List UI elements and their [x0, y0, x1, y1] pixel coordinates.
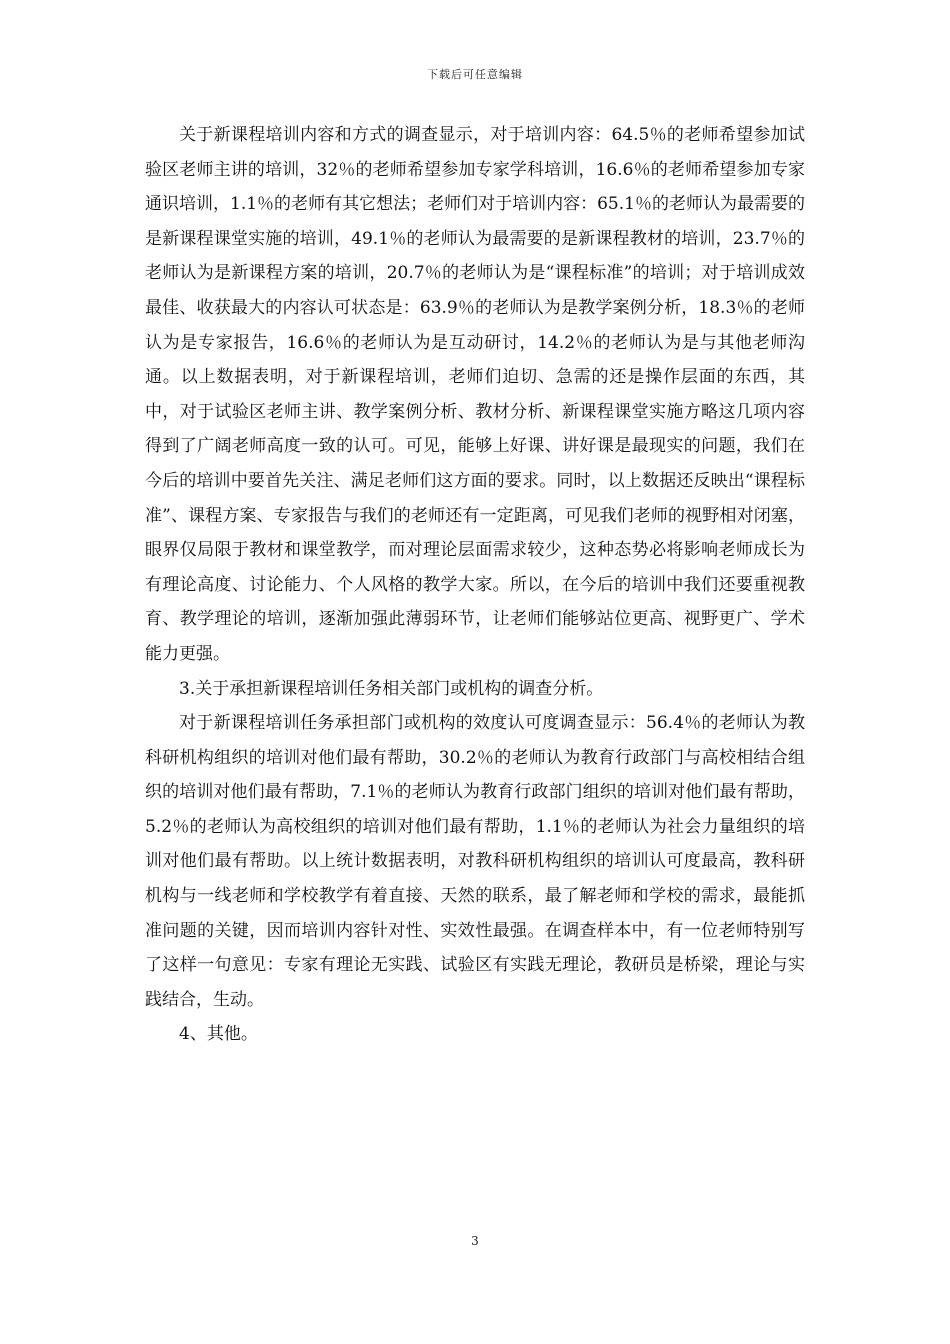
- paragraph-section-4-heading: 4、其他。: [179, 1024, 258, 1045]
- document-body: [145, 118, 805, 1052]
- paragraph-institution-survey: 对于新课程培训任务承担部门或机构的效度认可度调查显示：56.4％的老师认为教科研机构组织的培训对他们最有帮助，30.2％的老师认为教育行政部门与高校相结合组织的培训对他们最有帮助，7.1％的老师认为教育行政部门组织的培训对他们最有帮助，5.2％的老师认为高校组织的培训对他们最有帮助，1.1％的老师认为社会力量组织的培训对他们最有帮助。以上统计数据表明，对教科研机构组织的培训认可度最高，教科研机构与一线老师和学校教学有着直接、天然的联系，最了解老师和学校的需求，最能抓准问题的关键，因而培训内容针对性、实效性最强。在调查样本中，有一位老师特别写了这样一句意见：专家有理论无实践、试验区有实践无理论，教研员是桥梁，理论与实践结合，生动。: [145, 713, 805, 1010]
- page-header: 下载后可任意编辑: [427, 68, 523, 81]
- paragraph-section-3-heading: 3.关于承担新课程培训任务相关部门或机构的调查分析。: [179, 678, 604, 699]
- paragraph-training-content-survey: 关于新课程培训内容和方式的调查显示，对于培训内容：64.5％的老师希望参加试验区老师主讲的培训，32％的老师希望参加专家学科培训，16.6％的老师希望参加专家通识培训，1.1％的老师有其它想法；老师们对于培训内容：65.1％的老师认为最需要的是新课程课堂实施的培训，49.1％的老师认为最需要的是新课程教材的培训，23.7％的老师认为是新课程方案的培训，20.7％的老师认为是“课程标准”的培训；对于培训成效最佳、收获最大的内容认可状态是：63.9％的老师认为是教学案例分析，18.3％的老师认为是专家报告，16.6％的老师认为是互动研讨，14.2％的老师认为是与其他老师沟通。以上数据表明，对于新课程培训，老师们迫切、急需的还是操作层面的东西，其中，对于试验区老师主讲、教学案例分析、教材分析、新课程课堂实施方略这几项内容得到了广阔老师高度一致的认可。可见，能够上好课、讲好课是最现实的问题，我们在今后的培训中要首先关注、满足老师们这方面的要求。同时，以上数据还反映出“课程标准”、课程方案、专家报告与我们的老师还有一定距离，可见我们老师的视野相对闭塞，眼界仅局限于教材和课堂教学，而对理论层面需求较少，这种态势必将影响老师成长为有理论高度、讨论能力、个人风格的教学大家。所以，在今后的培训中我们还要重视教育、教学理论的培训，逐渐加强此薄弱环节，让老师们能够站位更高、视野更广、学术能力更强。: [145, 125, 805, 664]
- page-number: 3: [471, 1234, 479, 1248]
